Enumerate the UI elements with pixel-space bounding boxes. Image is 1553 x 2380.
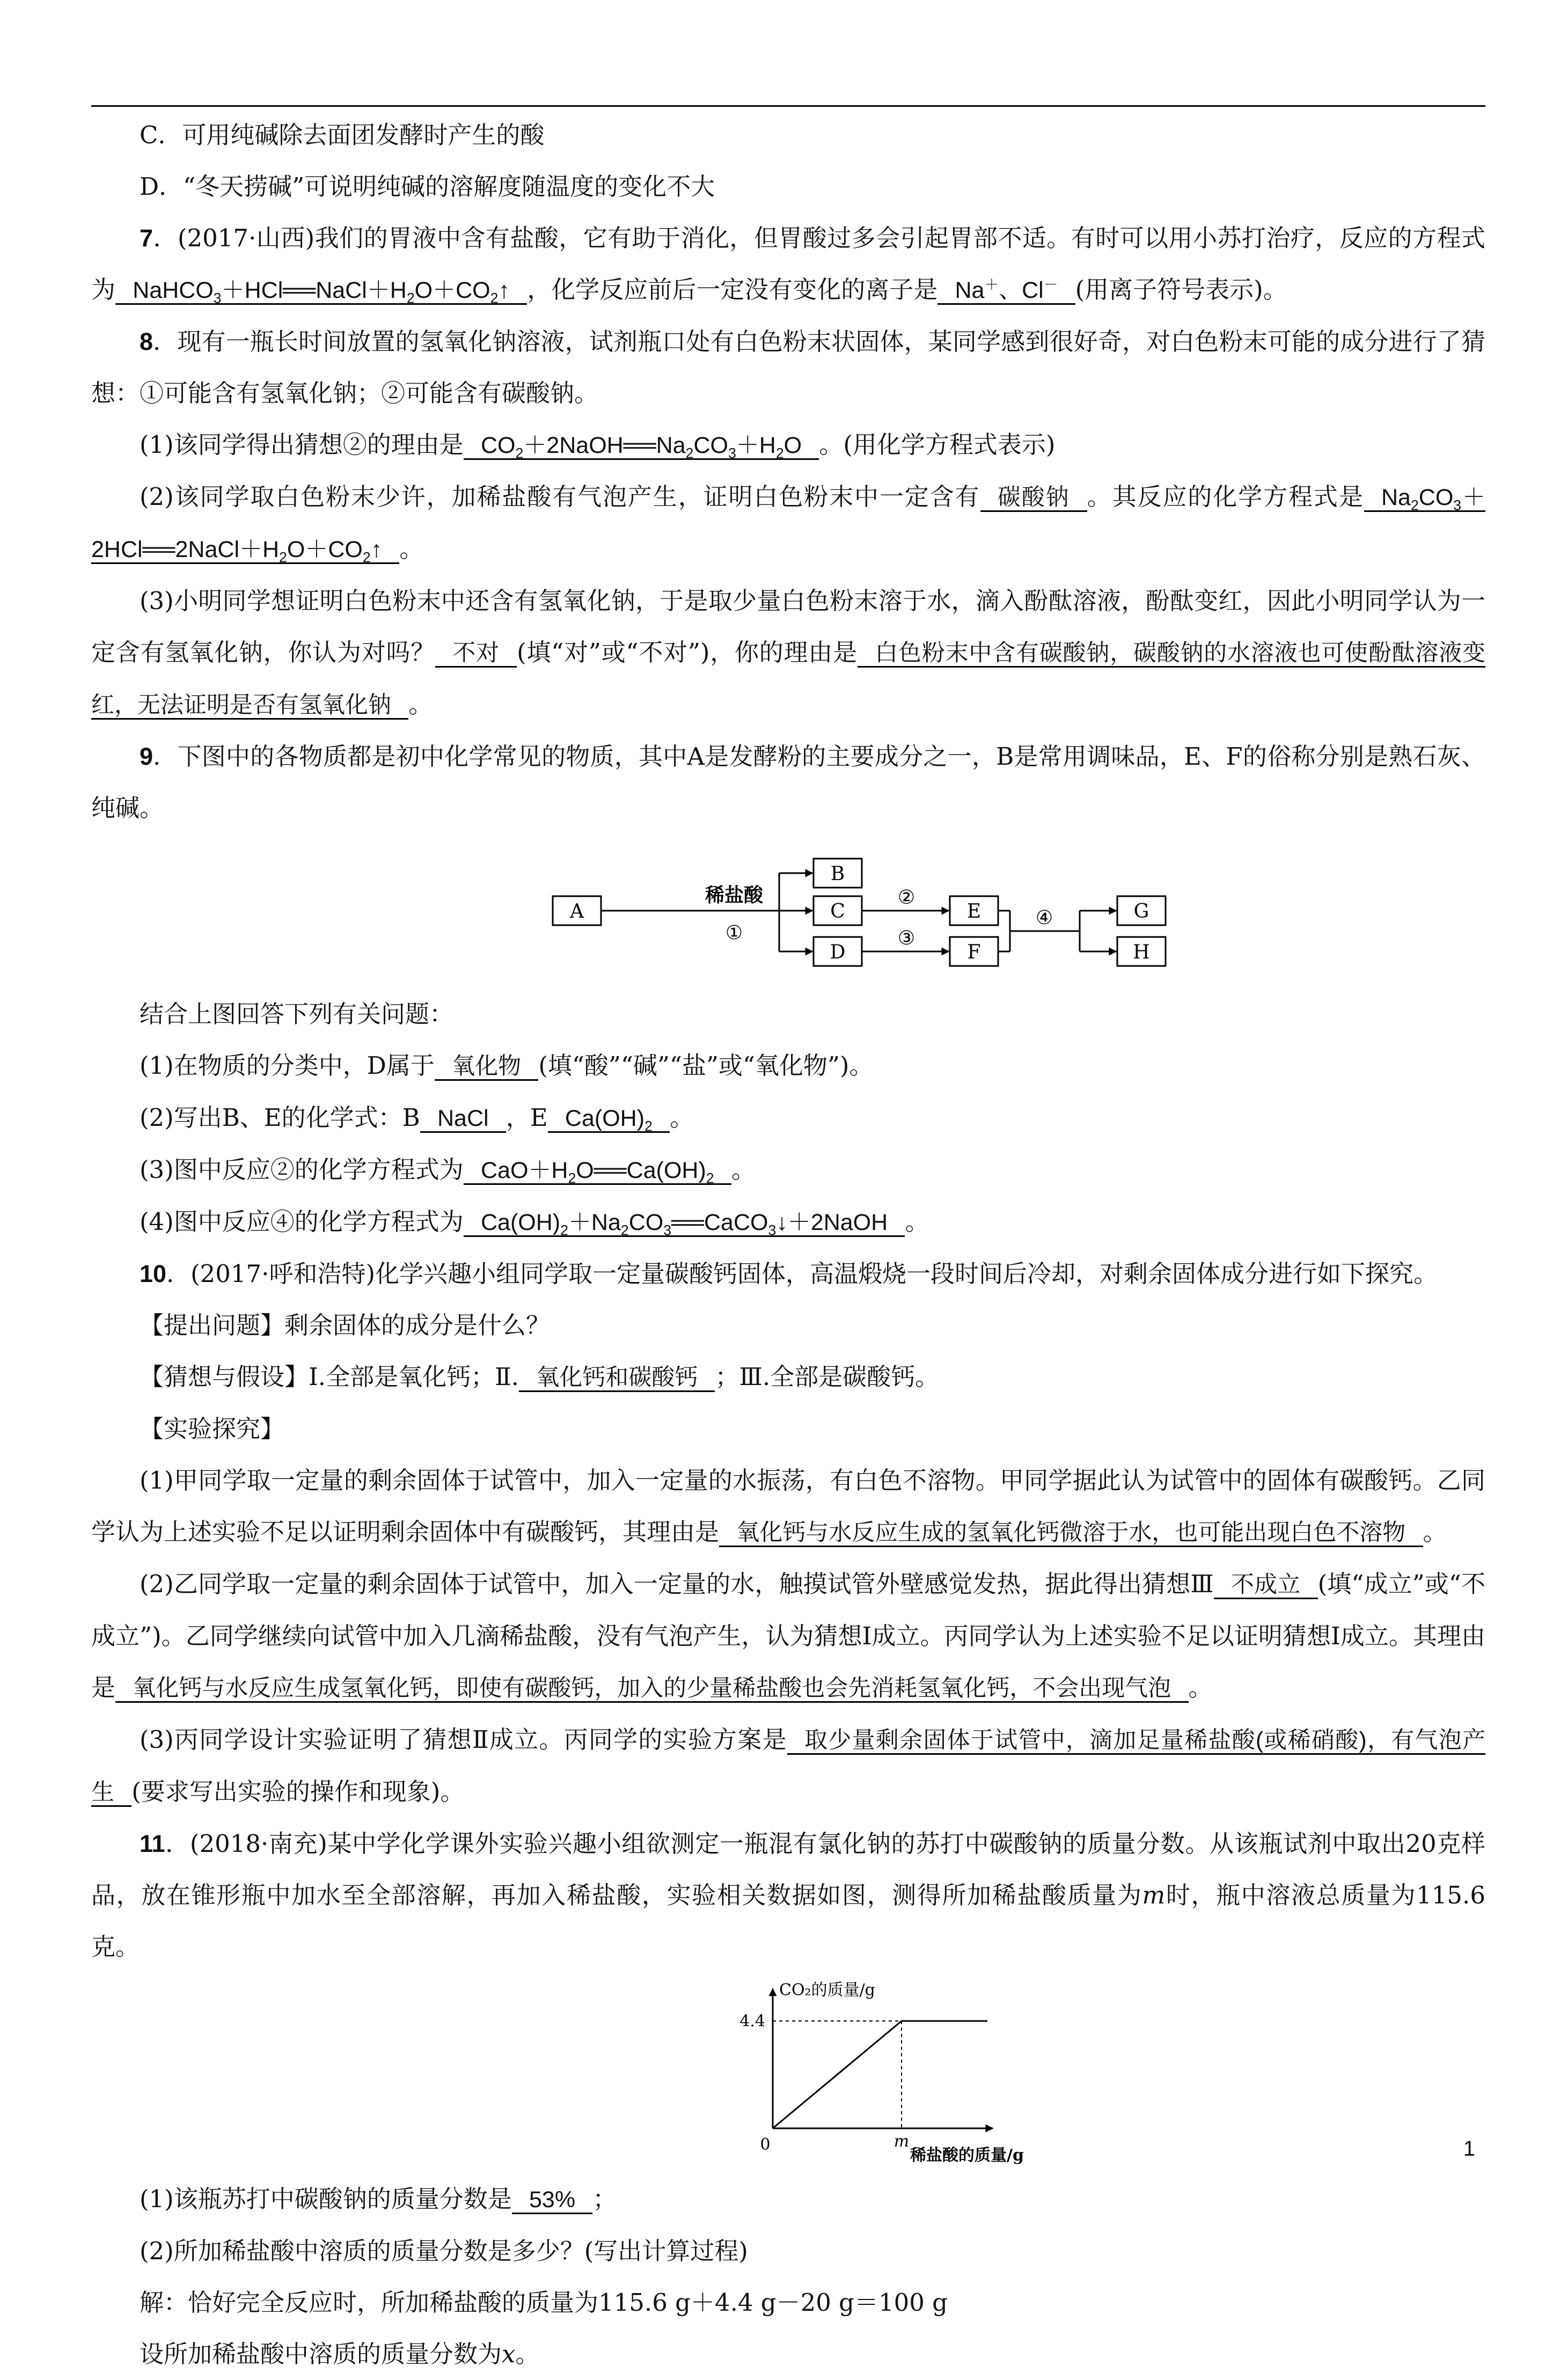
y-axis-label: CO₂的质量/g — [779, 1981, 875, 2000]
question-text: ，E — [506, 1103, 548, 1132]
question-text: ．(2017·呼和浩特)化学兴趣小组同学取一定量碳酸钙固体，高温煅烧一段时间后冷却，对剩余固体成分进行如下探究。 — [166, 1259, 1438, 1288]
reagent-label: 稀盐酸 — [705, 884, 764, 906]
co2-chart — [91, 1973, 1485, 2173]
answer-blank: 不成立 — [1214, 1572, 1318, 1599]
question-text: (3)小明同学想证明白色粉末中还含有氢氧化钠，于是取少量白色粉末溶于水，滴入酚酞溶液，酚酞变红，因此小明同学认为一定含有氢氧化钠，你认为对吗？ — [91, 587, 1485, 667]
q9-part-2 — [91, 1092, 1485, 1144]
label-g: G — [1133, 900, 1149, 922]
question-text: (填“酸”“碱”“盐”或“氧化物”)。 — [538, 1051, 874, 1080]
series-line-rising — [773, 2021, 902, 2128]
answer-blank: 氧化钙与水反应生成的氢氧化钙微溶于水，也可能出现白色不溶物 — [719, 1520, 1423, 1547]
q8-part-3 — [91, 575, 1485, 731]
q11-solution-2 — [91, 2328, 1485, 2380]
y-tick-label: 4.4 — [739, 2012, 765, 2031]
header-rule — [91, 105, 1485, 107]
label-d: D — [830, 941, 846, 963]
question-text: (要求写出实验的操作和现象)。 — [131, 1777, 465, 1806]
question-text: ．(2017·山西)我们的胃液中含有盐酸，它有助于消化，但胃酸过多会引起胃部不适。有时可以用小苏打治疗，反应的方程式为 — [91, 224, 1485, 304]
label-e: E — [966, 900, 981, 922]
q10-heading-experiment: 【实验探究】 — [140, 1415, 285, 1443]
answer-blank: $Ca(OH)_2$ — [548, 1105, 670, 1133]
q8-part-2 — [91, 471, 1485, 575]
question-11 — [91, 1818, 1485, 1973]
question-text: 。 — [515, 2340, 540, 2368]
answer-blank: 白色粉末中含有碳酸钠，碳酸钠的水溶液也可使酚酞溶液变红，无法证明是否有氢氧化钠 — [91, 640, 1485, 720]
q10-part-1 — [91, 1455, 1485, 1558]
question-text: ．下图中的各物质都是初中化学常见的物质，其中A是发酵粉的主要成分之一，B是常用调味品，E、F的俗称分别是熟石灰、纯碱。 — [91, 742, 1485, 822]
question-text: (2)写出B、E的化学式：B — [140, 1103, 420, 1132]
answer-blank: 不对 — [435, 640, 517, 668]
answer-blank: 氧化钙和碳酸钙 — [519, 1365, 715, 1392]
question-text: (3)图中反应②的化学方程式为 — [140, 1155, 464, 1184]
q11-part-1 — [91, 2173, 1485, 2225]
question-number: 11 — [140, 1830, 165, 1857]
q8-part-1 — [91, 419, 1485, 471]
question-text: (3)丙同学设计实验证明了猜想Ⅱ成立。丙同学的实验方案是 — [140, 1725, 787, 1754]
question-text: ； — [592, 2185, 617, 2213]
q10-part-3 — [91, 1714, 1485, 1818]
answer-blank: 53% — [512, 2187, 593, 2214]
answer-blank: NaCl — [420, 1105, 506, 1133]
question-text: (1)该同学得出猜想②的理由是 — [140, 430, 464, 459]
question-10 — [91, 1248, 1485, 1300]
question-number: 7 — [140, 224, 153, 252]
label-a: A — [570, 900, 584, 922]
question-number: 8 — [140, 328, 153, 355]
answer-blank: $NaHCO_3+HCl══NaCl+H_2O+CO_2↑$ — [115, 277, 527, 305]
question-text: 。 — [1423, 1518, 1447, 1546]
variable-x: x — [502, 2340, 516, 2368]
answer-blank: Na＋、Cl－ — [937, 277, 1075, 305]
q9-part-4 — [91, 1196, 1485, 1248]
x-axis-label: 稀盐酸的质量/g — [910, 2146, 1024, 2165]
reaction-3-label: ③ — [897, 927, 915, 949]
answer-blank: 碳酸钠 — [980, 485, 1087, 512]
q10-hypothesis — [91, 1351, 1485, 1403]
label-c: C — [830, 900, 845, 922]
question-text: 时，瓶中溶液总质量为115.6克。 — [91, 1881, 1485, 1961]
question-9 — [91, 731, 1485, 834]
co2-chart-svg — [639, 1973, 1079, 2166]
reaction-4-label: ④ — [1035, 907, 1053, 929]
answer-blank: 氧化物 — [435, 1053, 539, 1081]
question-text: ．(2018·南充)某中学化学课外实验兴趣小组欲测定一瓶混有氯化钠的苏打中碳酸钠的质量分数。从该瓶试剂中取出20克样品，放在锥形瓶中加水至全部溶解，再加入稀盐酸，实验相关数据如图，测得所加稀盐酸质量为 — [91, 1829, 1485, 1909]
question-text: (2)该同学取白色粉末少许，加稀盐酸有气泡产生，证明白色粉末中一定含有 — [140, 482, 980, 511]
question-number: 9 — [140, 743, 153, 770]
reaction-1-label: ① — [725, 922, 743, 944]
question-text: (1)在物质的分类中，D属于 — [140, 1051, 435, 1080]
page-number: 1 — [1463, 2137, 1475, 2161]
question-text: 。 — [1188, 1673, 1213, 1702]
q11-part-2: (2)所加稀盐酸中溶质的质量分数是多少？(写出计算过程) — [140, 2237, 748, 2265]
question-text: ，化学反应前后一定没有变化的离子是 — [527, 275, 938, 304]
reaction-diagram — [91, 834, 1485, 988]
label-h: H — [1133, 941, 1150, 963]
question-text: ；Ⅲ.全部是碳酸钙。 — [715, 1363, 940, 1391]
reaction-2-label: ② — [897, 887, 915, 909]
q9-lead: 结合上图回答下列有关问题： — [140, 1000, 454, 1028]
question-text: (1)甲同学取一定量的剩余固体于试管中，加入一定量的水振荡，有白色不溶物。甲同学据此认为试管中的固体有碳酸钙。乙同学认为上述实验不足以证明剩余固体中有碳酸钙，其理由是 — [91, 1466, 1485, 1546]
question-text: 设所加稀盐酸中溶质的质量分数为 — [140, 2340, 502, 2368]
answer-blank: $CaO+H_2O══Ca(OH)_2$ — [464, 1158, 731, 1185]
question-text: 。 — [905, 1207, 929, 1236]
question-text: (1)该瓶苏打中碳酸钠的质量分数是 — [140, 2185, 512, 2213]
question-7 — [91, 213, 1485, 316]
question-text: 。 — [408, 690, 433, 719]
origin-label: 0 — [760, 2135, 771, 2154]
question-text: (2)乙同学取一定量的剩余固体于试管中，加入一定量的水，触摸试管外壁感觉发热，据此得出猜想Ⅲ — [140, 1570, 1214, 1598]
question-text: 。 — [399, 534, 424, 563]
question-text: 。 — [670, 1103, 694, 1132]
q11-solution-1: 解：恰好完全反应时，所加稀盐酸的质量为115.6 g＋4.4 g－20 g＝100 g — [140, 2288, 948, 2317]
x-tick-label: m — [893, 2132, 910, 2151]
question-text: 【猜想与假设】Ⅰ.全部是氧化钙；Ⅱ. — [140, 1363, 519, 1391]
q9-part-1 — [91, 1040, 1485, 1092]
variable-m: m — [1142, 1881, 1166, 1909]
label-b: B — [830, 863, 845, 885]
option-c: C．可用纯碱除去面团发酵时产生的酸 — [140, 121, 545, 149]
question-text: (填“成立”或“不成立”)。乙同学继续向试管中加入几滴稀盐酸，没有气泡产生，认为猜想Ⅰ成立。丙同学认为上述实验不足以证明猜想Ⅰ成立。其理由是 — [91, 1570, 1486, 1702]
question-text: 。 — [731, 1155, 756, 1184]
q10-heading-problem: 【提出问题】剩余固体的成分是什么？ — [140, 1311, 551, 1339]
question-text: 。(用化学方程式表示) — [819, 430, 1056, 459]
answer-blank: 氧化钙与水反应生成氢氧化钙，即使有碳酸钙，加入的少量稀盐酸也会先消耗氢氧化钙，不会出现气泡 — [115, 1675, 1189, 1703]
question-8 — [91, 316, 1485, 419]
label-f: F — [967, 941, 981, 963]
question-text: (用离子符号表示)。 — [1075, 275, 1287, 304]
q10-part-2 — [91, 1558, 1485, 1714]
question-text: ．现有一瓶长时间放置的氢氧化钠溶液，试剂瓶口处有白色粉末状固体，某同学感到很好奇，对白色粉末可能的成分进行了猜想：①可能含有氢氧化钠；②可能含有碳酸钠。 — [91, 327, 1485, 407]
reaction-flow-svg — [545, 834, 1173, 975]
q9-part-3 — [91, 1144, 1485, 1196]
answer-blank: $Ca(OH)_2+Na_2CO_3══CaCO_3↓+2NaOH$ — [464, 1210, 905, 1237]
page-content — [91, 109, 1485, 2380]
question-text: (4)图中反应④的化学方程式为 — [140, 1207, 464, 1236]
answer-blank: 取少量剩余固体于试管中，滴加足量稀盐酸(或稀硝酸)，有气泡产生 — [91, 1727, 1485, 1807]
question-number: 10 — [140, 1260, 167, 1287]
question-text: 。其反应的化学方程式是 — [1087, 482, 1364, 511]
answer-blank: $CO_2+2NaOH══Na_2CO_3+H_2O$ — [464, 433, 819, 460]
option-d: D．“冬天捞碱”可说明纯碱的溶解度随温度的变化不大 — [140, 172, 715, 201]
question-text: (填“对”或“不对”)，你的理由是 — [517, 638, 858, 667]
answer-blank: $Na_2CO_3+2HCl══2NaCl+H_2O+CO_2↑$ — [91, 485, 1485, 566]
